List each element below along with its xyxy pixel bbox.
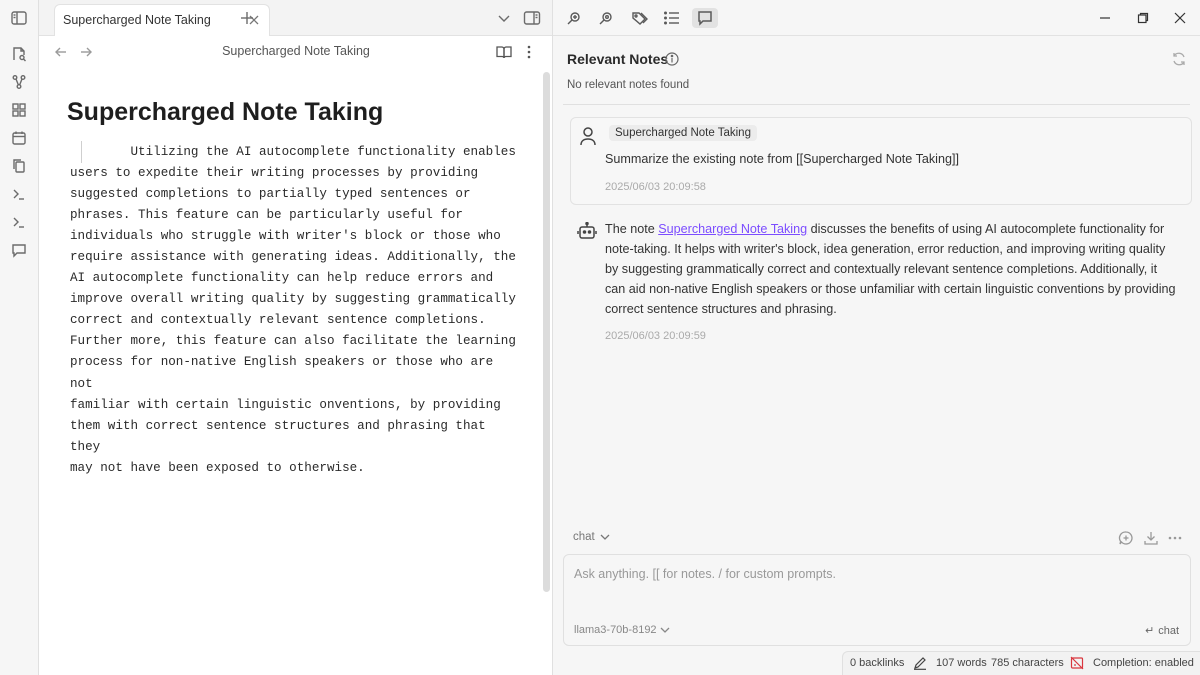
- graph-icon[interactable]: [9, 72, 29, 92]
- divider: [563, 104, 1190, 105]
- chat-tab-icon[interactable]: [692, 8, 718, 28]
- toggle-right-sidebar-icon[interactable]: [523, 9, 541, 27]
- user-avatar-icon: [579, 126, 597, 146]
- copilot-pane: [553, 0, 1200, 675]
- grid-icon[interactable]: [9, 100, 29, 120]
- tags-icon[interactable]: [630, 8, 650, 28]
- note-link[interactable]: Supercharged Note Taking: [658, 222, 808, 236]
- new-chat-icon[interactable]: [1118, 530, 1134, 546]
- completion-status[interactable]: Completion: enabled: [1093, 657, 1194, 669]
- tab-bar: [39, 0, 553, 36]
- user-message-time: 2025/06/03 20:09:58: [605, 181, 706, 193]
- list-icon[interactable]: [662, 8, 682, 28]
- left-ribbon: [0, 0, 39, 675]
- close-window-icon[interactable]: [1170, 8, 1190, 28]
- terminal-icon-2[interactable]: [9, 212, 29, 232]
- character-count: 785 characters: [991, 657, 1064, 669]
- note-body[interactable]: Utilizing the AI autocomplete functionality enables users to expedite their writing processes by providing suggested completions to partially typed sentences or phrases. This feature can be particularly useful for individuals who struggle with writer's block or those who require assistance with generating ideas. Additionally, the AI autocomplete functionality can help reduce errors and improve overall writing quality by suggesting grammatically correct and contextually relevant sentence completions. Further more, this feature can also facilitate the learning process for non-native English speakers or those who are not familiar with certain linguistic onventions, by providing them with correct sentence structures and phrasing that they may not have been exposed to otherwise.: [70, 145, 516, 475]
- download-icon[interactable]: [1143, 530, 1159, 546]
- chevron-down-icon[interactable]: [659, 624, 671, 636]
- calendar-icon[interactable]: [9, 128, 29, 148]
- enter-icon: ↵: [1145, 625, 1155, 637]
- more-options-icon[interactable]: [1167, 530, 1183, 546]
- chevron-down-icon[interactable]: [599, 531, 611, 543]
- model-select[interactable]: llama3-70b-8192: [574, 624, 657, 636]
- minimize-icon[interactable]: [1095, 8, 1115, 28]
- tab-title: Supercharged Note Taking: [63, 13, 211, 27]
- context-note-chip[interactable]: Supercharged Note Taking: [609, 125, 757, 141]
- reading-view-icon[interactable]: [496, 44, 512, 60]
- bot-message-time: 2025/06/03 20:09:59: [605, 330, 706, 342]
- bot-avatar-icon: [577, 222, 597, 240]
- word-count: 107 words: [936, 657, 987, 669]
- status-bar: [842, 651, 1200, 675]
- right-toolbar: [553, 0, 1200, 36]
- editor-scrollbar[interactable]: [543, 72, 550, 592]
- chat-input-placeholder[interactable]: Ask anything. [[ for notes. / for custom prompts.: [574, 567, 836, 581]
- view-header-title[interactable]: Supercharged Note Taking: [222, 44, 370, 58]
- chevron-down-icon[interactable]: [495, 9, 513, 27]
- bot-message-text: [605, 219, 1180, 319]
- info-icon[interactable]: [665, 52, 679, 66]
- editor-area[interactable]: [39, 68, 553, 675]
- toggle-sidebar-icon[interactable]: [9, 8, 29, 28]
- copy-icon[interactable]: [9, 156, 29, 176]
- restore-icon[interactable]: [1133, 8, 1153, 28]
- terminal-icon[interactable]: [9, 184, 29, 204]
- send-button-label: chat: [1158, 625, 1180, 637]
- chat-bubble-icon[interactable]: [9, 240, 29, 260]
- completion-status-icon[interactable]: [1070, 656, 1084, 670]
- more-options-icon[interactable]: [521, 44, 537, 60]
- pencil-icon[interactable]: [913, 656, 927, 670]
- send-button[interactable]: [1145, 624, 1179, 637]
- chat-mode-select[interactable]: chat: [573, 531, 595, 543]
- file-search-icon[interactable]: [9, 44, 29, 64]
- relevant-notes-header: Relevant Notes: [567, 51, 669, 67]
- bot-message-body: discusses the benefits of using AI autocomplete functionality for note-taking. It helps with writer's block, idea generation, error reduction, and improving writing quality by suggesting grammatically correct and contextually relevant sentence completions. Additionally, it can aid non-native English speakers or those unfamiliar with certain linguistic conventions by providing correct sentence structures and phrasing.: [605, 222, 1176, 316]
- bot-message-prefix: The note: [605, 222, 659, 236]
- relevant-notes-empty: No relevant notes found: [567, 79, 690, 91]
- backlinks-count[interactable]: 0 backlinks: [850, 657, 905, 669]
- view-header: [39, 36, 553, 68]
- search-plus-icon[interactable]: [564, 8, 584, 28]
- note-title[interactable]: Supercharged Note Taking: [67, 98, 384, 126]
- new-tab-icon[interactable]: [238, 9, 256, 27]
- search-settings-icon[interactable]: [596, 8, 616, 28]
- refresh-icon[interactable]: [1171, 51, 1187, 67]
- user-message-text: Summarize the existing note from [[Supercharged Note Taking]]: [605, 152, 959, 166]
